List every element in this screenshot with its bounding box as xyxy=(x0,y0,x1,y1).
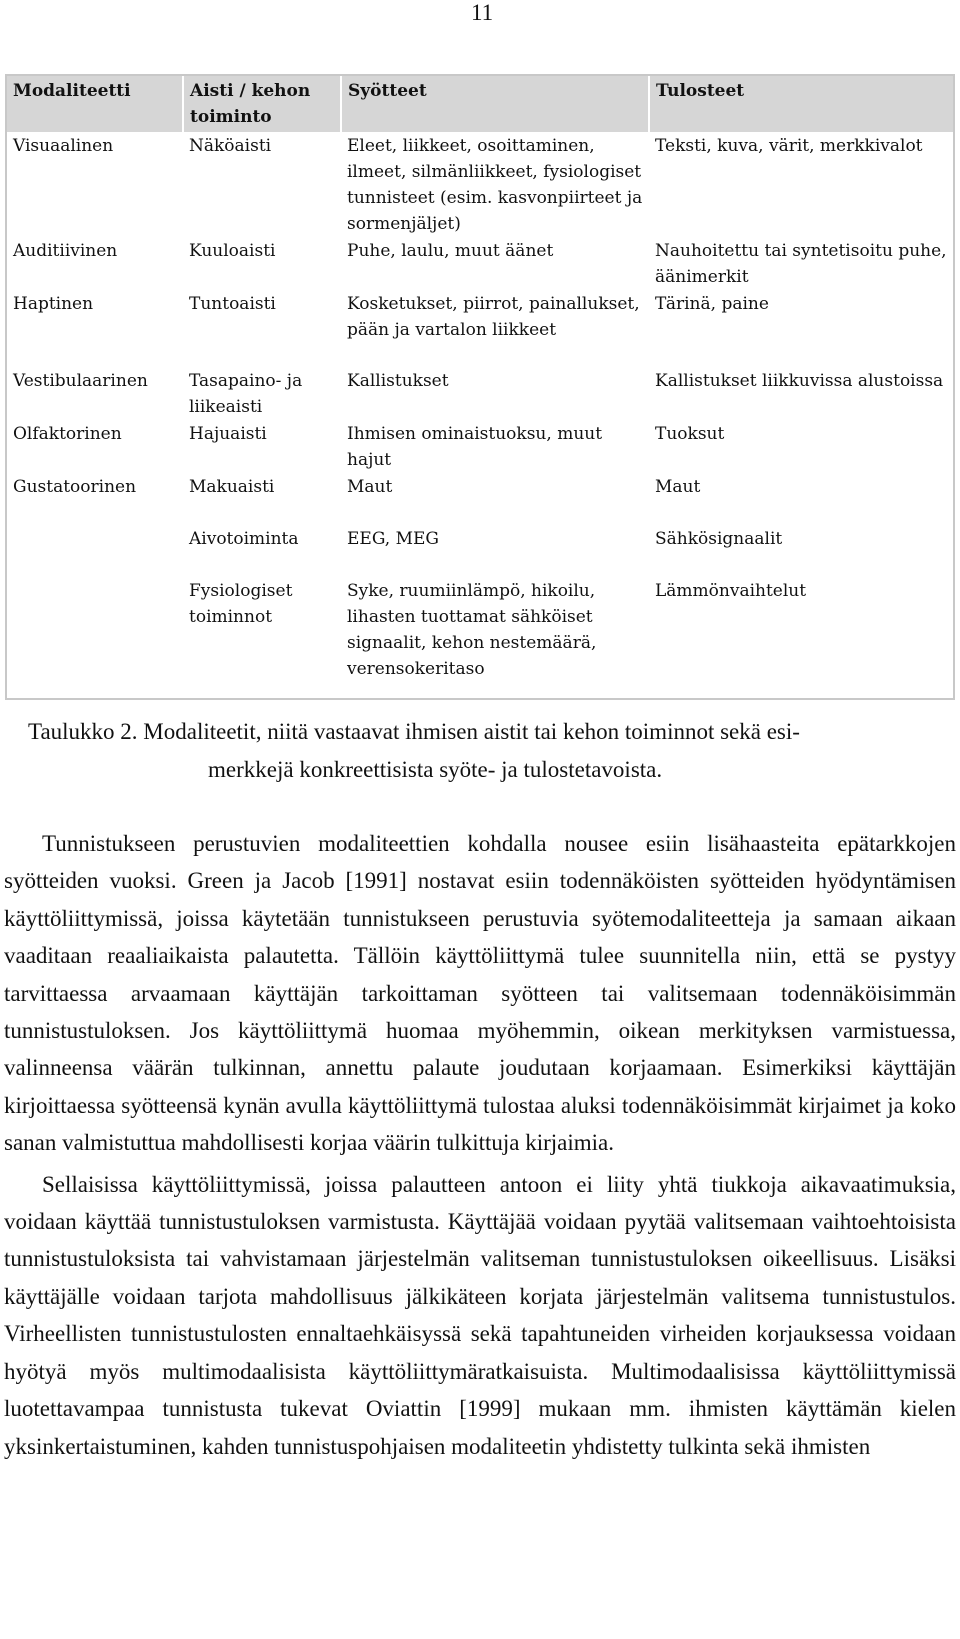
table-row xyxy=(7,577,953,682)
page-number: 11 xyxy=(471,0,494,25)
table-cell: Kuuloaisti xyxy=(189,241,276,261)
table-cell: Gustatoorinen xyxy=(13,477,137,497)
modality-table-figure xyxy=(5,74,955,700)
table-cell: Eleet, liikkeet, osoittaminen, ilmeet, silmänliikkeet, fysiologiset tunnisteet (esim. kasvonpiirteet ja sormenjäljet) xyxy=(347,136,643,234)
table-row xyxy=(7,473,953,525)
table-row xyxy=(7,132,953,237)
table-cell: Hajuaisti xyxy=(189,424,267,444)
table-row xyxy=(7,367,953,420)
header-sense: Aisti / kehon toiminto xyxy=(183,76,341,132)
header-modality: Modaliteetti xyxy=(7,76,183,132)
table-cell: Tärinä, paine xyxy=(655,294,769,314)
table-cell: Teksti, kuva, värit, merkkivalot xyxy=(655,136,923,156)
table-header-row xyxy=(7,76,953,132)
table-cell: Vestibulaarinen xyxy=(13,371,148,391)
modality-table xyxy=(7,76,953,682)
table-cell: Visuaalinen xyxy=(13,136,114,156)
table-cell: Ihmisen ominaistuoksu, muut hajut xyxy=(347,424,603,470)
table-cell: Kallistukset xyxy=(347,371,449,391)
caption-line-1: Taulukko 2. Modaliteetit, niitä vastaavat ihmisen aistit tai kehon toiminnot sekä esi- xyxy=(28,719,800,744)
table-cell: Lämmönvaihtelut xyxy=(655,581,807,601)
table-cell: Kallistukset liikkuvissa alustoissa xyxy=(655,371,944,391)
table-cell: Haptinen xyxy=(13,294,94,314)
table-cell: Nauhoitettu tai syntetisoitu puhe, äänimerkit xyxy=(655,241,947,287)
table-row xyxy=(7,525,953,577)
table-row xyxy=(7,420,953,473)
table-cell: Tasapaino- ja liikeaisti xyxy=(189,371,303,417)
table-cell: Makuaisti xyxy=(189,477,275,497)
table-cell: Sähkösignaalit xyxy=(655,529,783,549)
caption-line-2: merkkejä konkreettisista syöte- ja tulostetavoista. xyxy=(208,757,663,782)
table-cell: Auditiivinen xyxy=(13,241,118,261)
table-cell: Aivotoiminta xyxy=(189,529,299,549)
table-caption xyxy=(28,713,938,789)
paragraph: Sellaisissa käyttöliittymissä, joissa palautteen antoon ei liity yhtä tiukkoja aikavaatimuksia, voidaan käyttää tunnistustuloksen varmistusta. Käyttäjää voidaan pyytää valitsemaan vaihtoehtoisista tunnistustuloksista tai vahvistamaan järjestelmän valitseman tunnistustuloksen oikeellisuus. Lisäksi käyttäjälle voidaan tarjota mahdollisuus jälkikäteen korjata järjestelmän valitsema tunnistustulos. Virheellisten tunnistustulosten ennaltaehkäisyssä sekä tapahtuneiden virheiden korjauksessa voidaan hyötyä myös multimodaalisista käyttöliittymäratkaisuista. Multimodaalisissa käyttöliittymissä luotettavampaa tunnistusta tukevat Oviattin [1999] mukaan mm. ihmisten käyttämän kielen yksinkertaistuminen, kahden tunnistuspohjaisen modaliteetin yhdistetty tulkinta sekä ihmisten xyxy=(4,1171,956,1459)
body-text xyxy=(4,825,956,1465)
header-inputs: Syötteet xyxy=(341,76,649,132)
table-row xyxy=(7,290,953,367)
table-cell: Maut xyxy=(655,477,701,497)
table-cell: Tuoksut xyxy=(655,424,725,444)
table-cell: Puhe, laulu, muut äänet xyxy=(347,241,554,261)
table-cell: Syke, ruumiinlämpö, hikoilu, lihasten tuottamat sähköiset signaalit, kehon nestemäärä, verensokeritaso xyxy=(347,581,597,679)
table-row xyxy=(7,237,953,290)
table-cell: Olfaktorinen xyxy=(13,424,122,444)
table-cell: Tuntoaisti xyxy=(189,294,276,314)
table-cell xyxy=(7,577,183,682)
table-cell: Fysiologiset toiminnot xyxy=(189,581,293,627)
table-cell: Kosketukset, piirrot, painallukset, pään ja vartalon liikkeet xyxy=(347,294,640,340)
header-outputs: Tulosteet xyxy=(649,76,953,132)
paragraph: Tunnistukseen perustuvien modaliteettien kohdalla nousee esiin lisähaasteita epätarkkojen syötteiden vuoksi. Green ja Jacob [1991] nostavat esiin todennäköisten syötteiden hyödyntämisen käyttöliittymissä, joissa käytetään tunnistukseen perustuvia syötemodaliteetteja ja samaan aikaan vaaditaan reaaliaikaista palautetta. Tällöin käyttöliittymä tulee suunnitella niin, että se pystyy tarvittaessa arvaamaan käyttäjän tarkoittaman syötteen tai valitsemaan todennäköisimmän tunnistustuloksen. Jos käyttöliittymä huomaa myöhemmin, oikean merkityksen varmistuessa, valinneensa väärän tulkinnan, annettu palaute joudutaan korjaamaan. Esimerkiksi käyttäjän kirjoittaessa syötteensä kynän avulla käyttöliittymä tulostaa aluksi todennäköisimmät kirjaimet ja koko sanan valmistuttua mahdollisesti korjaa väärin tulkittuja kirjaimia. xyxy=(4,831,956,1156)
table-cell: EEG, MEG xyxy=(347,529,439,549)
table-cell: Näköaisti xyxy=(189,136,272,156)
table-cell: Maut xyxy=(347,477,393,497)
table-cell xyxy=(7,525,183,577)
